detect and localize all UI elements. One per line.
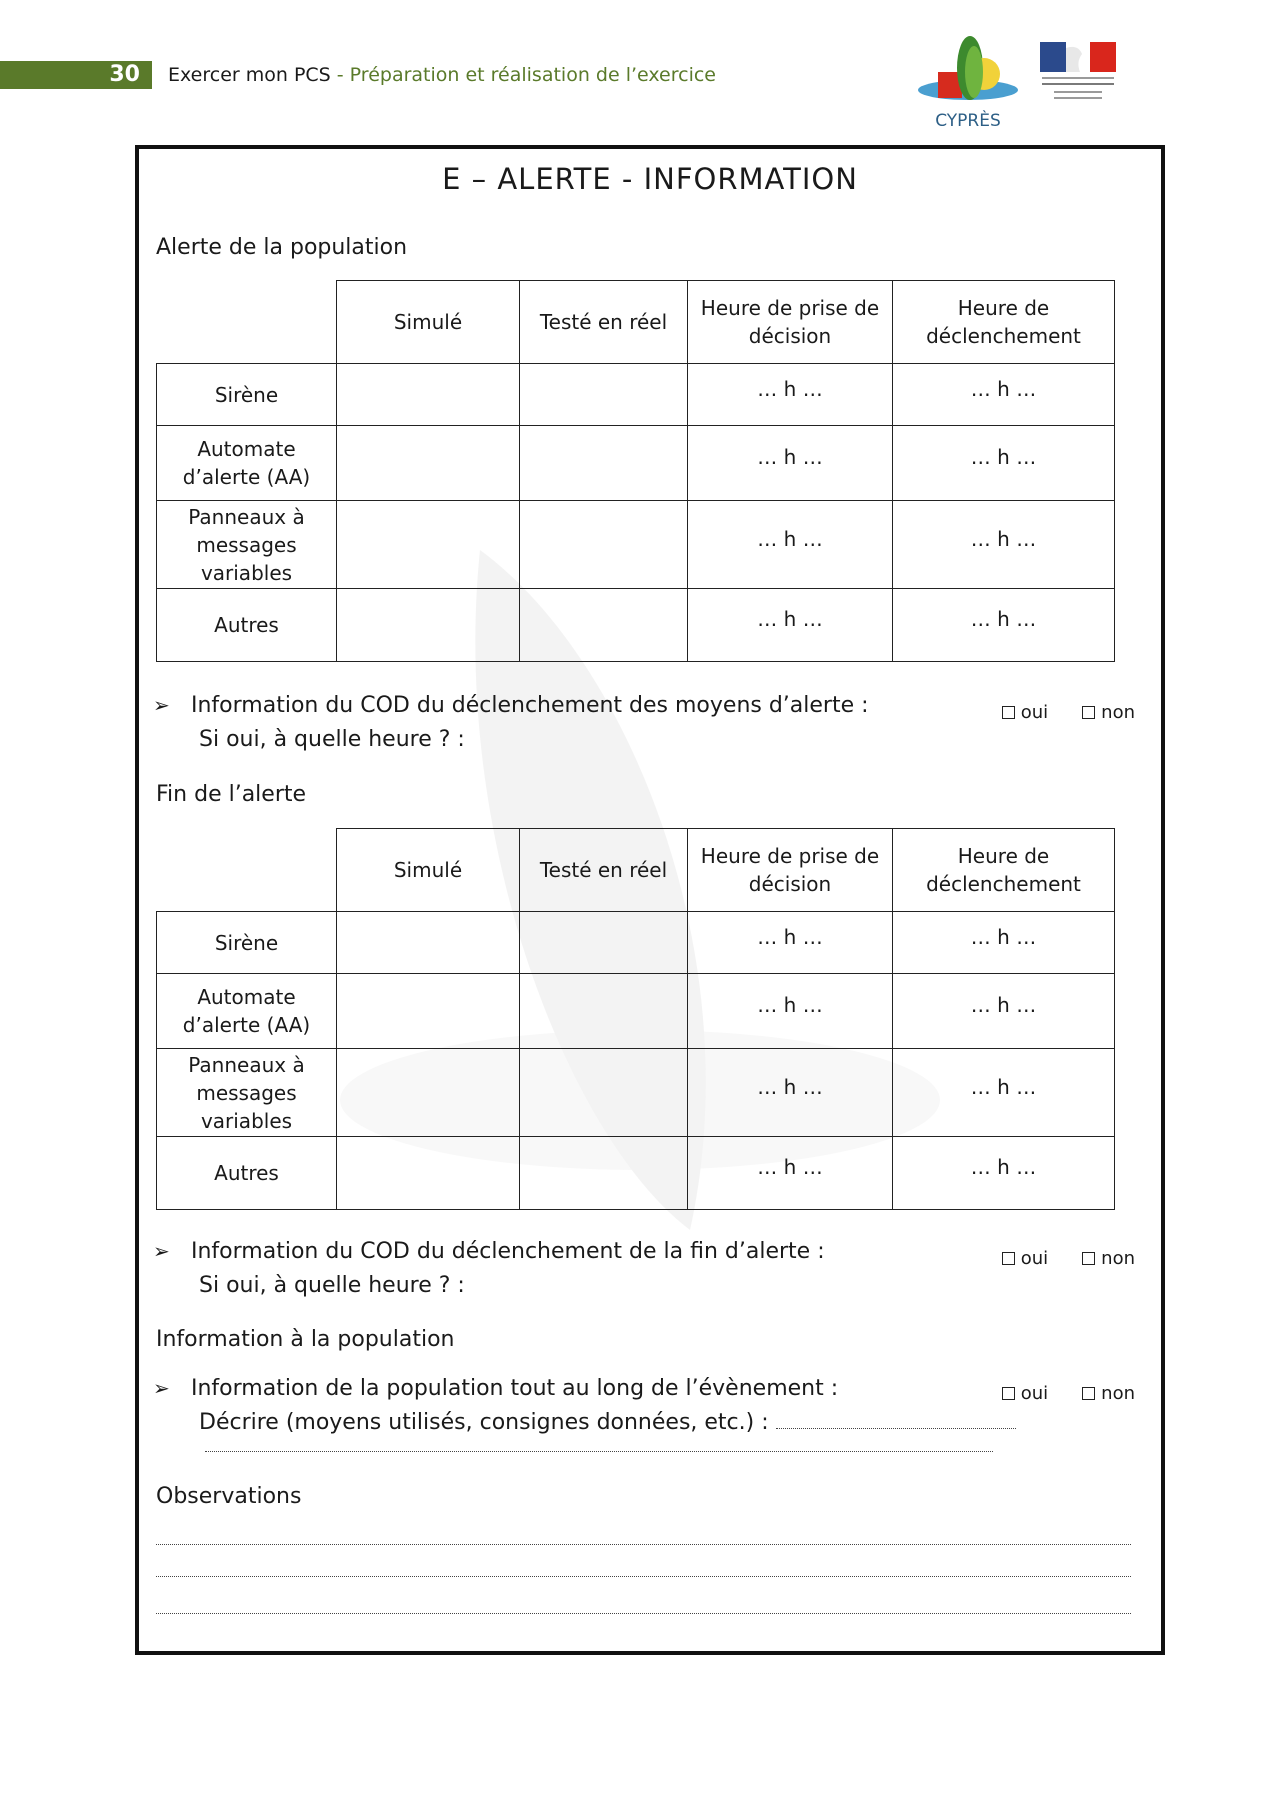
- teste-cell[interactable]: [520, 912, 688, 974]
- checkbox-oui[interactable]: oui: [1002, 702, 1048, 723]
- checkbox-icon[interactable]: [1002, 1387, 1015, 1400]
- question-text: Information du COD du déclenchement de la fin d’alerte :: [191, 1239, 825, 1264]
- simule-cell[interactable]: [337, 974, 520, 1049]
- section-title-fin-alerte: Fin de l’alerte: [156, 782, 307, 807]
- observation-dotted-line[interactable]: [156, 1576, 1131, 1577]
- checkbox-non[interactable]: non: [1082, 702, 1135, 723]
- trigger-time-cell[interactable]: … h …: [893, 426, 1115, 501]
- checkbox-icon[interactable]: [1002, 1252, 1015, 1265]
- teste-cell[interactable]: [520, 589, 688, 662]
- checkbox-oui[interactable]: oui: [1002, 1383, 1048, 1404]
- simule-cell[interactable]: [337, 501, 520, 589]
- trigger-time-cell[interactable]: … h …: [893, 589, 1115, 662]
- column-header: Simulé: [337, 829, 520, 912]
- cypres-logo-text: CYPRÈS: [935, 111, 1001, 131]
- checkbox-icon[interactable]: [1082, 1252, 1095, 1265]
- empty-corner-cell: [157, 829, 337, 912]
- trigger-time-cell[interactable]: … h …: [893, 912, 1115, 974]
- simule-cell[interactable]: [337, 589, 520, 662]
- teste-cell[interactable]: [520, 501, 688, 589]
- decision-time-cell[interactable]: … h …: [688, 912, 893, 974]
- trigger-time-cell[interactable]: … h …: [893, 501, 1115, 589]
- observation-dotted-line[interactable]: [156, 1613, 1131, 1614]
- simule-cell[interactable]: [337, 426, 520, 501]
- running-header-title: Exercer mon PCS: [168, 64, 331, 86]
- column-header: Testé en réel: [520, 829, 688, 912]
- teste-cell[interactable]: [520, 426, 688, 501]
- teste-cell[interactable]: [520, 1049, 688, 1137]
- form-frame: [135, 145, 1165, 1655]
- teste-cell[interactable]: [520, 974, 688, 1049]
- trigger-time-cell[interactable]: … h …: [893, 974, 1115, 1049]
- followup-text: Si oui, à quelle heure ? :: [199, 727, 465, 752]
- simule-cell[interactable]: [337, 912, 520, 974]
- row-label: Sirène: [157, 364, 337, 426]
- observation-dotted-line[interactable]: [156, 1544, 1131, 1545]
- yes-no-choice: [1002, 701, 1135, 725]
- empty-corner-cell: [157, 281, 337, 364]
- table-row: [157, 912, 1115, 974]
- yes-no-choice: [1002, 1247, 1135, 1271]
- column-header: Simulé: [337, 281, 520, 364]
- table-row: [157, 1049, 1115, 1137]
- form-title: E – ALERTE - INFORMATION: [442, 162, 858, 196]
- row-label: Panneaux à messages variables: [157, 501, 337, 589]
- running-header-subtitle: Préparation et réalisation de l’exercice: [349, 64, 716, 86]
- checkbox-oui[interactable]: oui: [1002, 1248, 1048, 1269]
- decision-time-cell[interactable]: … h …: [688, 1049, 893, 1137]
- page-number-bar: [0, 61, 152, 89]
- checkbox-icon[interactable]: [1082, 706, 1095, 719]
- teste-cell[interactable]: [520, 1137, 688, 1210]
- column-header: Heure de prise de décision: [688, 281, 893, 364]
- question-text: Information de la population tout au long de l’évènement :: [191, 1376, 839, 1401]
- followup-text: Si oui, à quelle heure ? :: [199, 1273, 465, 1298]
- table-row: [157, 364, 1115, 426]
- alert-table: [156, 280, 1115, 662]
- section-title-alerte: Alerte de la population: [156, 235, 408, 260]
- column-header: Heure de déclenchement: [893, 281, 1115, 364]
- row-label: Autres: [157, 1137, 337, 1210]
- running-header: [168, 62, 716, 88]
- table-header-row: [157, 829, 1115, 912]
- yes-no-choice: [1002, 1382, 1135, 1406]
- question-text: Information du COD du déclenchement des moyens d’alerte :: [191, 693, 869, 718]
- checkbox-non[interactable]: non: [1082, 1383, 1135, 1404]
- cypres-logo: [912, 32, 1024, 132]
- decision-time-cell[interactable]: … h …: [688, 589, 893, 662]
- table-header-row: [157, 281, 1115, 364]
- table-row: [157, 974, 1115, 1049]
- decision-time-cell[interactable]: … h …: [688, 364, 893, 426]
- checkbox-icon[interactable]: [1082, 1387, 1095, 1400]
- trigger-time-cell[interactable]: … h …: [893, 1137, 1115, 1210]
- table-row: [157, 501, 1115, 589]
- trigger-time-cell[interactable]: … h …: [893, 364, 1115, 426]
- answer-dotted-line[interactable]: [776, 1428, 1016, 1429]
- answer-dotted-line[interactable]: [205, 1451, 993, 1452]
- column-header: Testé en réel: [520, 281, 688, 364]
- table-row: [157, 1137, 1115, 1210]
- row-label: Autres: [157, 589, 337, 662]
- row-label: Panneaux à messages variables: [157, 1049, 337, 1137]
- simule-cell[interactable]: [337, 1049, 520, 1137]
- section-title-observations: Observations: [156, 1484, 302, 1509]
- table-row: [157, 426, 1115, 501]
- checkbox-icon[interactable]: [1002, 706, 1015, 719]
- decision-time-cell[interactable]: … h …: [688, 426, 893, 501]
- decision-time-cell[interactable]: … h …: [688, 974, 893, 1049]
- simule-cell[interactable]: [337, 1137, 520, 1210]
- page-number: 30: [109, 62, 140, 87]
- row-label: Automate d’alerte (AA): [157, 426, 337, 501]
- teste-cell[interactable]: [520, 364, 688, 426]
- arrow-bullet-icon: ➢: [153, 693, 170, 717]
- arrow-bullet-icon: ➢: [153, 1376, 170, 1400]
- column-header: Heure de déclenchement: [893, 829, 1115, 912]
- column-header: Heure de prise de décision: [688, 829, 893, 912]
- end-alert-table: [156, 828, 1115, 1210]
- simule-cell[interactable]: [337, 364, 520, 426]
- table-row: [157, 589, 1115, 662]
- row-label: Automate d’alerte (AA): [157, 974, 337, 1049]
- trigger-time-cell[interactable]: … h …: [893, 1049, 1115, 1137]
- followup-text: Décrire (moyens utilisés, consignes données, etc.) :: [199, 1410, 769, 1435]
- row-label: Sirène: [157, 912, 337, 974]
- decision-time-cell[interactable]: … h …: [688, 1137, 893, 1210]
- arrow-bullet-icon: ➢: [153, 1239, 170, 1263]
- checkbox-non[interactable]: non: [1082, 1248, 1135, 1269]
- prefecture-logo: [1036, 38, 1120, 108]
- decision-time-cell[interactable]: … h …: [688, 501, 893, 589]
- running-header-separator: -: [330, 64, 350, 86]
- section-title-information: Information à la population: [156, 1327, 455, 1352]
